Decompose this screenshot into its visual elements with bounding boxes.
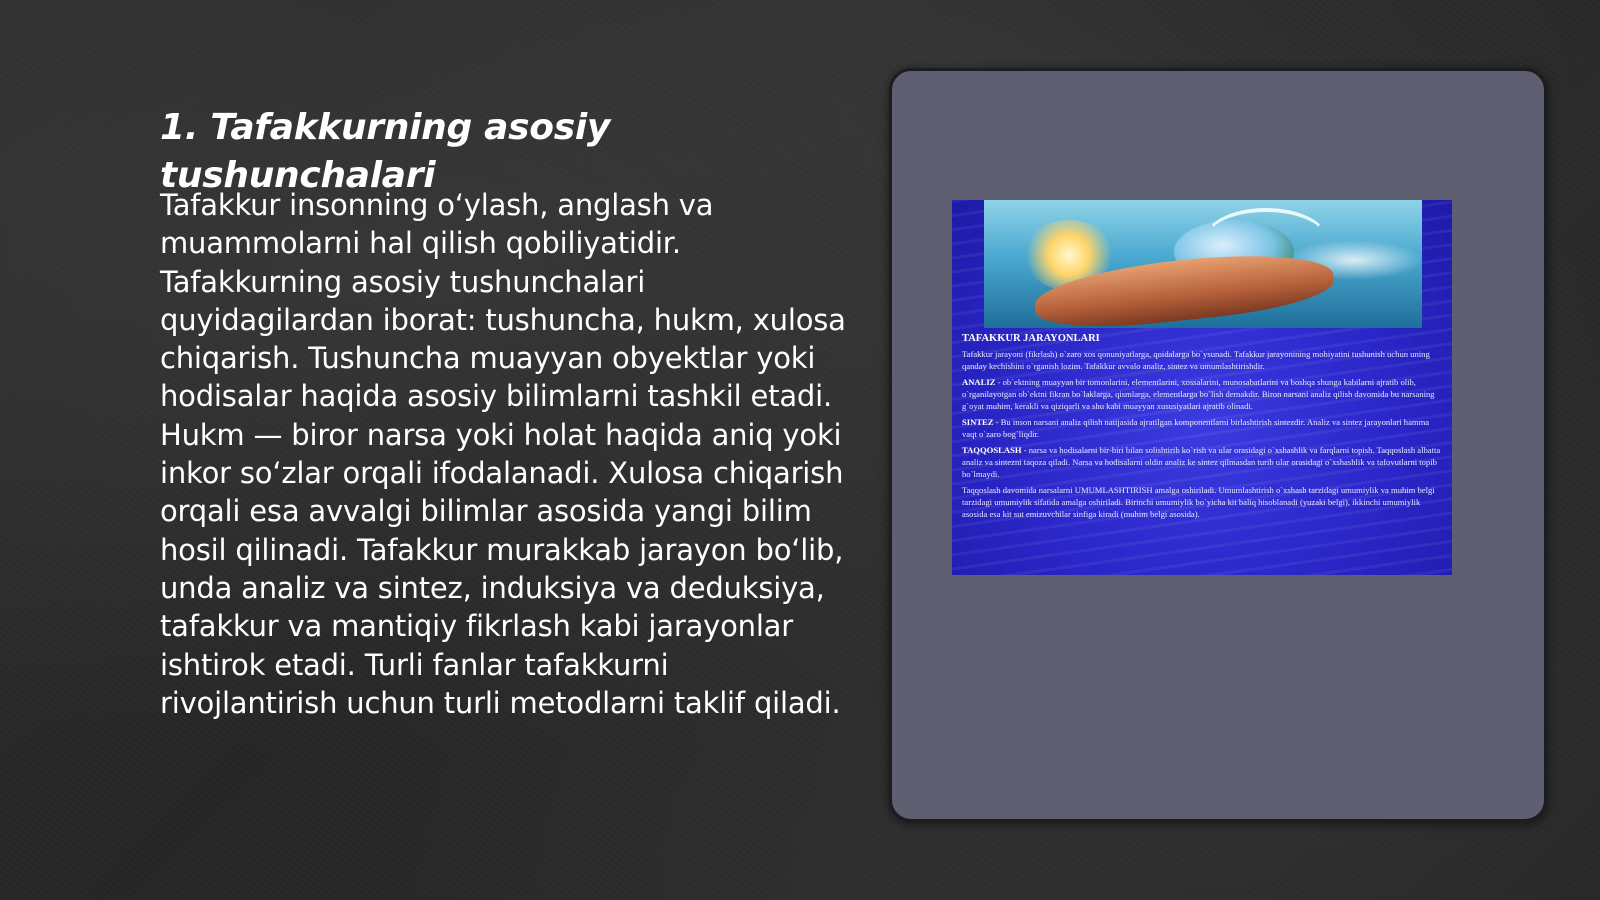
sintez-text: - Bu inson narsani analiz qilish natijasida ajratilgan komponentlarni birlashtirish sintezdir. Analiz va sintez jarayonlari hamma vaqt o`zaro bog`liqdir. — [962, 417, 1430, 439]
sintez-label: SINTEZ — [962, 417, 994, 427]
image-umumlashtirish-paragraph: Taqqoslash davomida narsalarni UMUMLASHTIRISH amalga oshiriladi. Umumlashtirish o`xshash tarzidagi umumiylik va muhim belgi tarzidagi umumiylik sifatida amalga oshiriladi. Birinchi umumiylik bo`yicha kit baliq hisoblanadi (yuzaki belgi), ikkinchi umumiylik asosida esa kit sut emizuvchilar sinfiga kiradi (muhim belgi asosida). — [962, 485, 1435, 519]
slide-title: 1. Tafakkurning asosiy tushunchalari — [160, 107, 611, 196]
image-sintez-paragraph — [962, 416, 1442, 440]
taqqoslash-label: TAQQOSLASH — [962, 445, 1022, 455]
analiz-text: - ob`ektning muayyan bir tomonlarini, elementlarini, xossalarini, munosabatlarini va boshqa shunga kabilarni ajratib olib, o`rganilayotgan ob`ektni fikran bo`laklarga, qismlarga, elementlarga bo`lish demakdir. Biron narsani analiz qilish davomida bu narsaning g`oyat muhim, kerakli va qiziqarli va shu kabi muayyan xususiyatlari ajratib olinadi. — [962, 377, 1435, 411]
taqqoslash-text: - narsa va hodisalarni bir-biri bilan solishtirib ko`rish va ular orasidagi o`xshashlik va farqlarni topish. Taqqoslash albatta analiz va sintezni taqoza qiladi. Narsa va hodisalarni oldin analiz ke sintez qilmasdan turib ular orasidagi o`xshashlik va tafovutlarni topib bo`lmaydi. — [962, 445, 1441, 479]
image-analiz-paragraph — [962, 376, 1442, 412]
slide-body-text: Tafakkur insonning o‘ylash, anglash va muammolarni hal qilish qobiliyatidir. Tafakkurning asosiy tushunchalari quyidagilardan iborat: tushuncha, hukm, xulosa chiqarish. Tushuncha muayyan obyektlar yoki hodisalar haqida asosiy bilimlarni tashkil etadi. Hukm — biror narsa yoki holat haqida aniq yoki inkor so‘zlar orqali ifodalanadi. Xulosa chiqarish orqali esa avvalgi bilimlar asosida yangi bilim hosil qilinadi. Tafakkur murakkab jarayon bo‘lib, unda analiz va sintez, induksiya va deduksiya, tafakkur va mantiqiy fikrlash kabi jarayonlar ishtirok etadi. Turli fanlar tafakkurni rivojlantirish uchun turli metodlarni taklif qiladi. — [160, 188, 846, 720]
embedded-image — [952, 200, 1452, 575]
analiz-label: ANALIZ — [962, 377, 996, 387]
picture-frame — [889, 68, 1547, 822]
hand-globe-banner-image — [984, 200, 1422, 328]
image-heading: TAFAKKUR JARAYONLARI — [962, 333, 1100, 344]
image-text-block — [962, 328, 1442, 524]
image-intro-paragraph: Tafakkur jarayoni (fikrlash) o`zaro xos qonuniyatlarga, qoidalarga bo`ysunadi. Tafakkur jarayonining mohiyatini tushunish uchun uning qanday kechishini o`rganish lozim. Tafakkur avvalo analiz, sintez va umumlashtirishdir. — [962, 349, 1430, 371]
image-taqqoslash-paragraph — [962, 444, 1442, 480]
